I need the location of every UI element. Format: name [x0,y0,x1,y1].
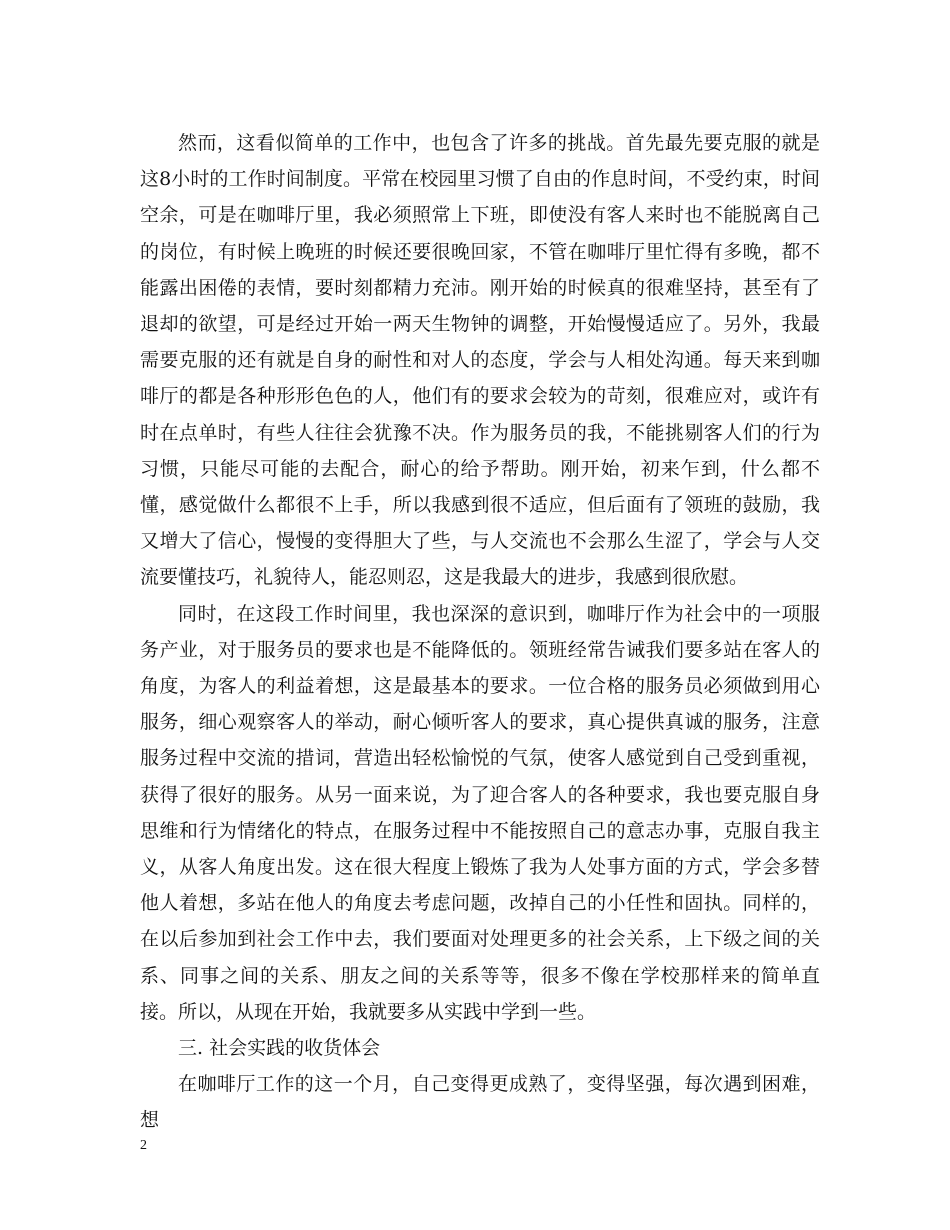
paragraph-closing: 在咖啡厅工作的这一个月，自己变得更成熟了，变得坚强，每次遇到困难，想 [140,1073,820,1132]
page-body [140,125,820,1139]
page-number: 2 [140,1138,147,1153]
paragraph-challenges: 然而，这看似简单的工作中，也包含了许多的挑战。首先最先要克服的就是这8小时的工作时间制度。平常在校园里习惯了自由的作息时间，不受约束，时间空余，可是在咖啡厅里，我必须照常上下班，即使没有客人来时也不能脱离自己的岗位，有时候上晚班的时候还要很晚回家，不管在咖啡厅里忙得有多晚，都不能露出困倦的表情，要时刻都精力充沛。刚开始的时候真的很难坚持，甚至有了退却的欲望，可是经过开始一两天生物钟的调整，开始慢慢适应了。另外，我最需要克服的还有就是自身的耐性和对人的态度，学会与人相处沟通。每天来到咖啡厅的都是各种形形色色的人，他们有的要求会较为的苛刻，很难应对，或许有时在点单时，有些人往往会犹豫不决。作为服务员的我，不能挑剔客人们的行为习惯，只能尽可能的去配合，耐心的给予帮助。刚开始，初来乍到，什么都不懂，感觉做什么都很不上手，所以我感到很不适应，但后面有了领班的鼓励，我又增大了信心，慢慢的变得胆大了些，与人交流也不会那么生涩了，学会与人交流要懂技巧，礼貌待人，能忍则忍，这是我最大的进步，我感到很欣慰。 [140,132,820,589]
paragraph-service-awareness: 同时，在这段工作时间里，我也深深的意识到，咖啡厅作为社会中的一项服务产业，对于服务员的要求也是不能降低的。领班经常告诫我们要多站在客人的角度，为客人的利益着想，这是最基本的要求。一位合格的服务员必须做到用心服务，细心观察客人的举动，耐心倾听客人的要求，真心提供真诚的服务，注意服务过程中交流的措词，营造出轻松愉悦的气氛，使客人感觉到自己受到重视，获得了很好的服务。从另一面来说，为了迎合客人的各种要求，我也要克服自身思维和行为情绪化的特点，在服务过程中不能按照自己的意志办事，克服自我主义，从客人角度出发。这在很大程度上锻炼了我为人处事方面的方式，学会多替他人着想，多站在他人的角度去考虑问题，改掉自己的小任性和固执。同样的，在以后参加到社会工作中去，我们要面对处理更多的社会关系，上下级之间的关系、同事之间的关系、朋友之间的关系等等，很多不像在学校那样来的简单直接。所以，从现在开始，我就要多从实践中学到一些。 [140,602,820,1023]
section-heading: 三. 社会实践的收货体会 [178,1037,381,1060]
